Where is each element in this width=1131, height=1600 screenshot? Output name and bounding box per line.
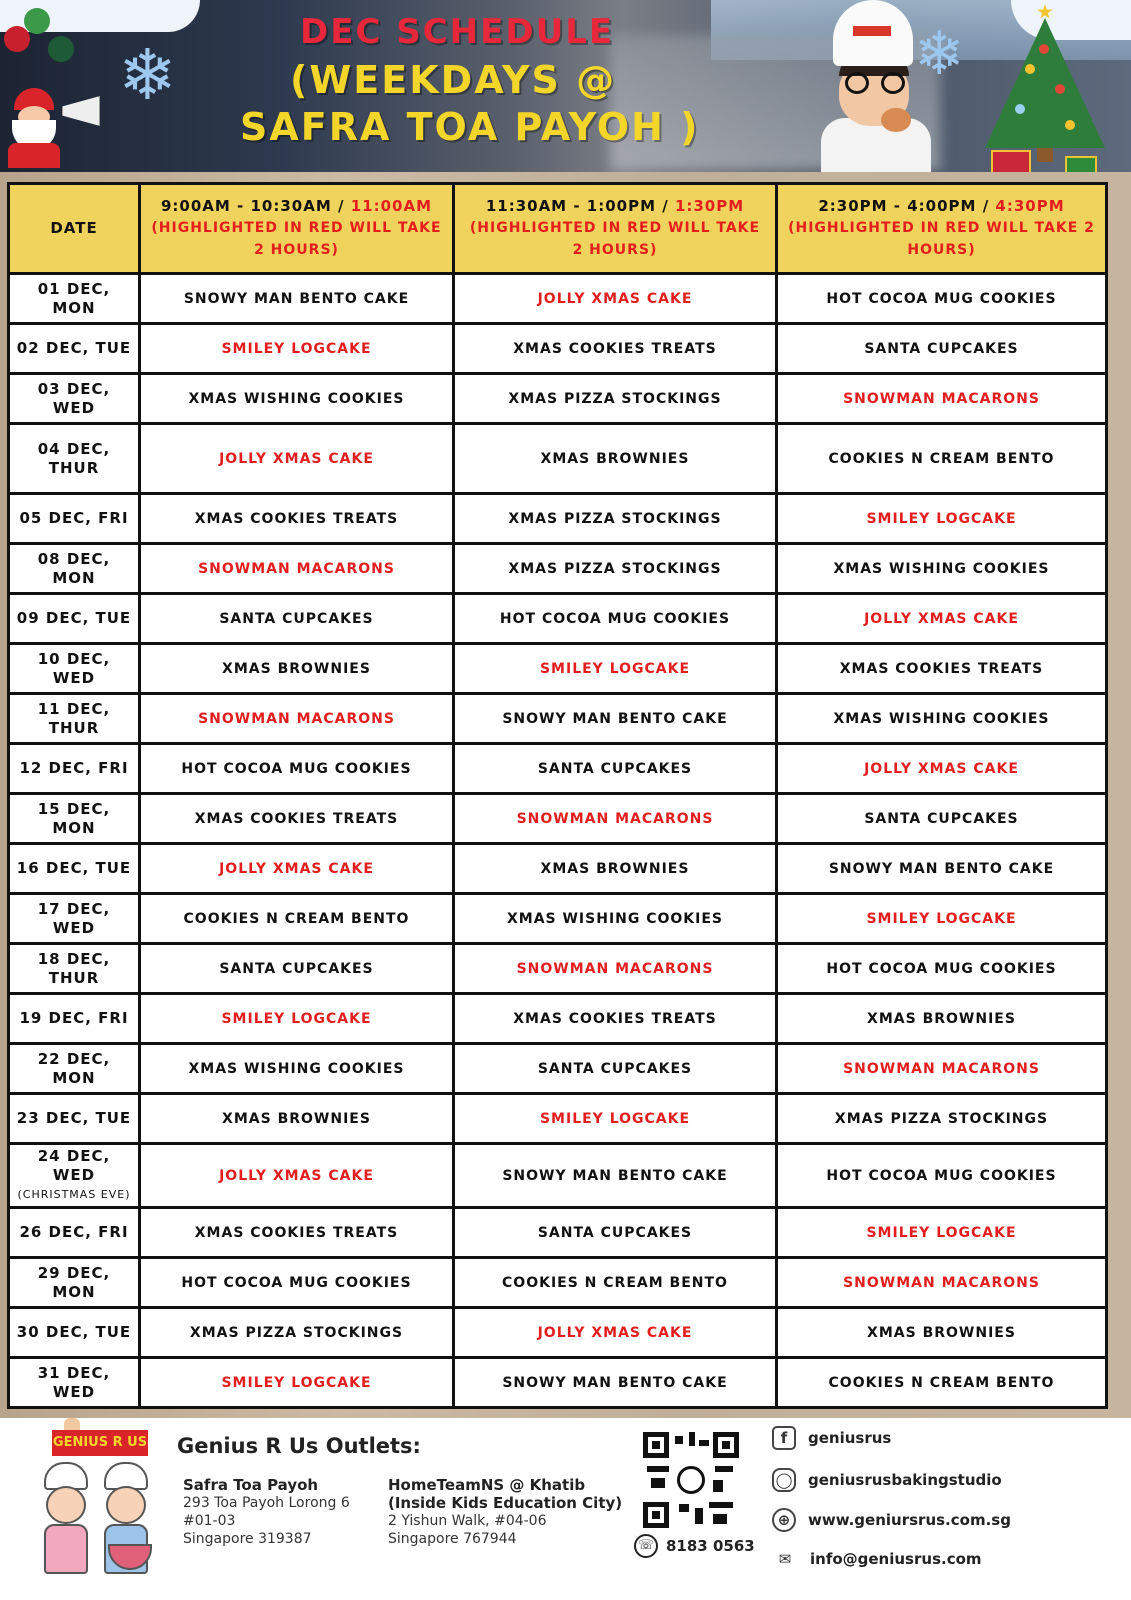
date-label: 24 DEC, WED xyxy=(37,1147,111,1184)
slot-time: 2:30PM - 4:00PM / xyxy=(818,197,996,215)
table-row xyxy=(9,594,1107,644)
class-cell-slot2: XMAS BROWNIES xyxy=(454,844,777,894)
brand-logo: GENIUS R US xyxy=(52,1430,148,1456)
table-row xyxy=(9,844,1107,894)
class-cell-slot2: SNOWY MAN BENTO CAKE xyxy=(454,694,777,744)
christmas-tree-illustration xyxy=(985,4,1105,176)
outlet-address-line: Singapore 319387 xyxy=(183,1531,312,1547)
date-cell xyxy=(9,1208,140,1258)
facebook-link[interactable] xyxy=(772,1426,891,1450)
date-label: 17 DEC, WED xyxy=(37,899,111,937)
class-cell-slot2: XMAS COOKIES TREATS xyxy=(454,994,777,1044)
class-cell-slot3: JOLLY XMAS CAKE xyxy=(777,594,1107,644)
class-cell-slot1: COOKIES N CREAM BENTO xyxy=(140,894,454,944)
date-label: 31 DEC, WED xyxy=(37,1363,111,1401)
class-cell-slot1: HOT COCOA MUG COOKIES xyxy=(140,744,454,794)
table-row xyxy=(9,544,1107,594)
phone-number: 8183 0563 xyxy=(666,1537,755,1555)
date-cell xyxy=(9,594,140,644)
class-cell-slot3: XMAS BROWNIES xyxy=(777,1308,1107,1358)
date-cell xyxy=(9,744,140,794)
outlet-address-line: Singapore 767944 xyxy=(388,1531,517,1547)
class-cell-slot3: XMAS PIZZA STOCKINGS xyxy=(777,1094,1107,1144)
date-cell xyxy=(9,1144,140,1208)
snowflake-icon: ❄ xyxy=(914,19,965,89)
date-cell xyxy=(9,944,140,994)
date-label: 09 DEC, TUE xyxy=(16,609,132,627)
class-cell-slot2: HOT COCOA MUG COOKIES xyxy=(454,594,777,644)
class-cell-slot3: SNOWY MAN BENTO CAKE xyxy=(777,844,1107,894)
class-cell-slot3: COOKIES N CREAM BENTO xyxy=(777,1358,1107,1408)
outlet-safra-toa-payoh xyxy=(183,1476,350,1548)
slot-note: (HIGHLIGHTED IN RED WILL TAKE 2 HOURS) xyxy=(469,220,761,258)
star-icon xyxy=(1037,4,1053,20)
column-header-slot-3 xyxy=(777,184,1107,274)
date-cell xyxy=(9,1258,140,1308)
class-cell-slot3: HOT COCOA MUG COOKIES xyxy=(777,1144,1107,1208)
class-cell-slot2: JOLLY XMAS CAKE xyxy=(454,1308,777,1358)
date-cell xyxy=(9,694,140,744)
class-cell-slot3: SMILEY LOGCAKE xyxy=(777,1208,1107,1258)
schedule-table-frame xyxy=(0,172,1131,1418)
date-cell xyxy=(9,374,140,424)
date-label: 16 DEC, TUE xyxy=(16,859,132,877)
slot-note: (HIGHLIGHTED IN RED WILL TAKE 2 HOURS) xyxy=(788,220,1095,258)
table-row xyxy=(9,1358,1107,1408)
outlet-address-line: #01-03 xyxy=(183,1513,236,1529)
class-cell-slot2: XMAS PIZZA STOCKINGS xyxy=(454,544,777,594)
class-cell-slot2: JOLLY XMAS CAKE xyxy=(454,274,777,324)
table-row xyxy=(9,1208,1107,1258)
table-row xyxy=(9,644,1107,694)
footer xyxy=(0,1418,1131,1600)
date-label: 15 DEC, MON xyxy=(37,799,111,837)
class-cell-slot1: JOLLY XMAS CAKE xyxy=(140,844,454,894)
date-cell xyxy=(9,794,140,844)
class-cell-slot1: SNOWMAN MACARONS xyxy=(140,694,454,744)
instagram-handle: geniusrusbakingstudio xyxy=(808,1471,1002,1489)
class-cell-slot2: XMAS WISHING COOKIES xyxy=(454,894,777,944)
whatsapp-icon xyxy=(677,1466,705,1494)
date-note: (CHRISTMAS EVE) xyxy=(17,1188,131,1201)
facebook-icon: f xyxy=(772,1426,796,1450)
class-cell-slot1: SMILEY LOGCAKE xyxy=(140,324,454,374)
date-cell xyxy=(9,644,140,694)
ornament-icon xyxy=(4,26,30,52)
table-row xyxy=(9,794,1107,844)
date-cell xyxy=(9,1358,140,1408)
class-cell-slot2: XMAS COOKIES TREATS xyxy=(454,324,777,374)
outlet-address-line: 2 Yishun Walk, #04-06 xyxy=(388,1513,547,1529)
class-cell-slot2: SANTA CUPCAKES xyxy=(454,1208,777,1258)
class-cell-slot3: SNOWMAN MACARONS xyxy=(777,1258,1107,1308)
date-cell xyxy=(9,1308,140,1358)
date-label: 22 DEC, MON xyxy=(37,1049,111,1087)
whatsapp-qr-code[interactable] xyxy=(643,1432,739,1528)
outlet-name: HomeTeamNS @ Khatib xyxy=(388,1476,586,1494)
instagram-link[interactable] xyxy=(772,1468,1002,1492)
outlet-name-detail: (Inside Kids Education City) xyxy=(388,1494,623,1512)
email-link[interactable] xyxy=(772,1546,982,1572)
table-row xyxy=(9,1044,1107,1094)
date-label: 02 DEC, TUE xyxy=(16,339,132,357)
class-cell-slot1: SANTA CUPCAKES xyxy=(140,594,454,644)
class-cell-slot1: SMILEY LOGCAKE xyxy=(140,994,454,1044)
date-label: 12 DEC, FRI xyxy=(19,759,129,777)
header-banner xyxy=(0,0,1131,186)
table-header-row xyxy=(9,184,1107,274)
outlet-address-line: 293 Toa Payoh Lorong 6 xyxy=(183,1495,350,1511)
class-cell-slot1: SNOWMAN MACARONS xyxy=(140,544,454,594)
class-cell-slot3: JOLLY XMAS CAKE xyxy=(777,744,1107,794)
class-cell-slot1: XMAS COOKIES TREATS xyxy=(140,794,454,844)
class-cell-slot3: XMAS COOKIES TREATS xyxy=(777,644,1107,694)
slot-note: (HIGHLIGHTED IN RED WILL TAKE 2 HOURS) xyxy=(151,220,442,258)
table-body xyxy=(9,274,1107,1408)
class-cell-slot1: XMAS BROWNIES xyxy=(140,1094,454,1144)
class-cell-slot2: XMAS PIZZA STOCKINGS xyxy=(454,374,777,424)
slot-time: 11:30AM - 1:00PM / xyxy=(485,197,675,215)
page-subtitle: (WEEKDAYS @ xyxy=(290,58,617,102)
column-header-date xyxy=(9,184,140,274)
column-header-slot-1 xyxy=(140,184,454,274)
schedule-table xyxy=(7,182,1108,1409)
class-cell-slot2: SMILEY LOGCAKE xyxy=(454,1094,777,1144)
class-cell-slot2: SNOWMAN MACARONS xyxy=(454,794,777,844)
table-row xyxy=(9,944,1107,994)
class-cell-slot1: SMILEY LOGCAKE xyxy=(140,1358,454,1408)
class-cell-slot3: XMAS WISHING COOKIES xyxy=(777,544,1107,594)
table-row xyxy=(9,744,1107,794)
ornament-icon xyxy=(24,8,50,34)
date-cell xyxy=(9,494,140,544)
date-cell xyxy=(9,324,140,374)
date-cell xyxy=(9,274,140,324)
class-cell-slot1: SNOWY MAN BENTO CAKE xyxy=(140,274,454,324)
date-label: 19 DEC, FRI xyxy=(19,1009,129,1027)
slot-time: 9:00AM - 10:30AM / xyxy=(160,197,351,215)
slot-extended-time: 11:00AM xyxy=(350,197,433,215)
date-label: 04 DEC, THUR xyxy=(37,439,111,477)
date-label: 18 DEC, THUR xyxy=(37,949,111,987)
class-cell-slot3: XMAS BROWNIES xyxy=(777,994,1107,1044)
mail-icon: ✉ xyxy=(778,1550,792,1568)
date-label: 30 DEC, TUE xyxy=(16,1323,132,1341)
date-label: 11 DEC, THUR xyxy=(37,699,111,737)
table-row xyxy=(9,374,1107,424)
class-cell-slot2: SNOWY MAN BENTO CAKE xyxy=(454,1358,777,1408)
date-label: 08 DEC, MON xyxy=(37,549,111,587)
santa-illustration xyxy=(4,88,68,168)
date-cell xyxy=(9,994,140,1044)
instagram-icon: ◯ xyxy=(772,1468,796,1492)
date-cell xyxy=(9,1044,140,1094)
class-cell-slot1: SANTA CUPCAKES xyxy=(140,944,454,994)
website-link[interactable] xyxy=(772,1508,1011,1532)
date-label: 29 DEC, MON xyxy=(37,1263,111,1301)
date-label: 01 DEC, MON xyxy=(37,279,111,317)
globe-icon: ⊕ xyxy=(772,1508,796,1532)
phone-contact[interactable] xyxy=(634,1534,755,1558)
class-cell-slot2: SNOWMAN MACARONS xyxy=(454,944,777,994)
date-label: 05 DEC, FRI xyxy=(19,509,129,527)
date-cell xyxy=(9,844,140,894)
class-cell-slot3: HOT COCOA MUG COOKIES xyxy=(777,274,1107,324)
date-cell xyxy=(9,424,140,494)
class-cell-slot3: SMILEY LOGCAKE xyxy=(777,894,1107,944)
class-cell-slot3: SANTA CUPCAKES xyxy=(777,324,1107,374)
chef-mascots-illustration xyxy=(38,1462,158,1592)
class-cell-slot2: COOKIES N CREAM BENTO xyxy=(454,1258,777,1308)
outlet-name: Safra Toa Payoh xyxy=(183,1476,319,1494)
class-cell-slot2: SMILEY LOGCAKE xyxy=(454,644,777,694)
table-row xyxy=(9,994,1107,1044)
class-cell-slot3: SNOWMAN MACARONS xyxy=(777,1044,1107,1094)
date-cell xyxy=(9,1094,140,1144)
column-header-slot-2 xyxy=(454,184,777,274)
table-row xyxy=(9,1258,1107,1308)
class-cell-slot3: HOT COCOA MUG COOKIES xyxy=(777,944,1107,994)
class-cell-slot3: SMILEY LOGCAKE xyxy=(777,494,1107,544)
class-cell-slot2: XMAS BROWNIES xyxy=(454,424,777,494)
outlet-hometeamns-khatib xyxy=(388,1476,622,1548)
egg-icon xyxy=(881,108,911,132)
slot-extended-time: 4:30PM xyxy=(995,197,1065,215)
date-label: 10 DEC, WED xyxy=(37,649,111,687)
kid-chef-photo xyxy=(815,0,935,176)
class-cell-slot2: SANTA CUPCAKES xyxy=(454,1044,777,1094)
ornament-icon xyxy=(48,36,74,62)
class-cell-slot3: SNOWMAN MACARONS xyxy=(777,374,1107,424)
class-cell-slot1: JOLLY XMAS CAKE xyxy=(140,424,454,494)
date-label: 26 DEC, FRI xyxy=(19,1223,129,1241)
class-cell-slot3: SANTA CUPCAKES xyxy=(777,794,1107,844)
class-cell-slot3: XMAS WISHING COOKIES xyxy=(777,694,1107,744)
column-header-label: DATE xyxy=(50,219,98,237)
date-label: 23 DEC, TUE xyxy=(16,1109,132,1127)
email-address: info@geniusrus.com xyxy=(810,1550,982,1568)
table-row xyxy=(9,274,1107,324)
date-cell xyxy=(9,894,140,944)
table-row xyxy=(9,424,1107,494)
table-row xyxy=(9,894,1107,944)
class-cell-slot2: SANTA CUPCAKES xyxy=(454,744,777,794)
class-cell-slot1: XMAS WISHING COOKIES xyxy=(140,374,454,424)
phone-icon: ☏ xyxy=(634,1534,658,1558)
table-row xyxy=(9,1308,1107,1358)
class-cell-slot1: XMAS COOKIES TREATS xyxy=(140,1208,454,1258)
class-cell-slot1: HOT COCOA MUG COOKIES xyxy=(140,1258,454,1308)
class-cell-slot1: XMAS COOKIES TREATS xyxy=(140,494,454,544)
page-subtitle-location: SAFRA TOA PAYOH ) xyxy=(240,105,700,149)
date-label: 03 DEC, WED xyxy=(37,379,111,417)
class-cell-slot1: XMAS WISHING COOKIES xyxy=(140,1044,454,1094)
slot-extended-time: 1:30PM xyxy=(674,197,745,215)
date-cell xyxy=(9,544,140,594)
class-cell-slot1: XMAS BROWNIES xyxy=(140,644,454,694)
page-title: DEC SCHEDULE xyxy=(300,12,615,52)
table-row xyxy=(9,324,1107,374)
class-cell-slot1: JOLLY XMAS CAKE xyxy=(140,1144,454,1208)
table-row xyxy=(9,694,1107,744)
class-cell-slot1: XMAS PIZZA STOCKINGS xyxy=(140,1308,454,1358)
website-url: www.geniursrus.com.sg xyxy=(808,1511,1011,1529)
class-cell-slot2: SNOWY MAN BENTO CAKE xyxy=(454,1144,777,1208)
facebook-handle: geniusrus xyxy=(808,1429,892,1447)
megaphone-icon xyxy=(62,96,100,126)
table-row xyxy=(9,1094,1107,1144)
class-cell-slot2: XMAS PIZZA STOCKINGS xyxy=(454,494,777,544)
snowflake-icon: ❄ xyxy=(118,34,177,116)
table-row xyxy=(9,1144,1107,1208)
class-cell-slot3: COOKIES N CREAM BENTO xyxy=(777,424,1107,494)
outlets-heading: Genius R Us Outlets: xyxy=(177,1434,421,1458)
table-row xyxy=(9,494,1107,544)
